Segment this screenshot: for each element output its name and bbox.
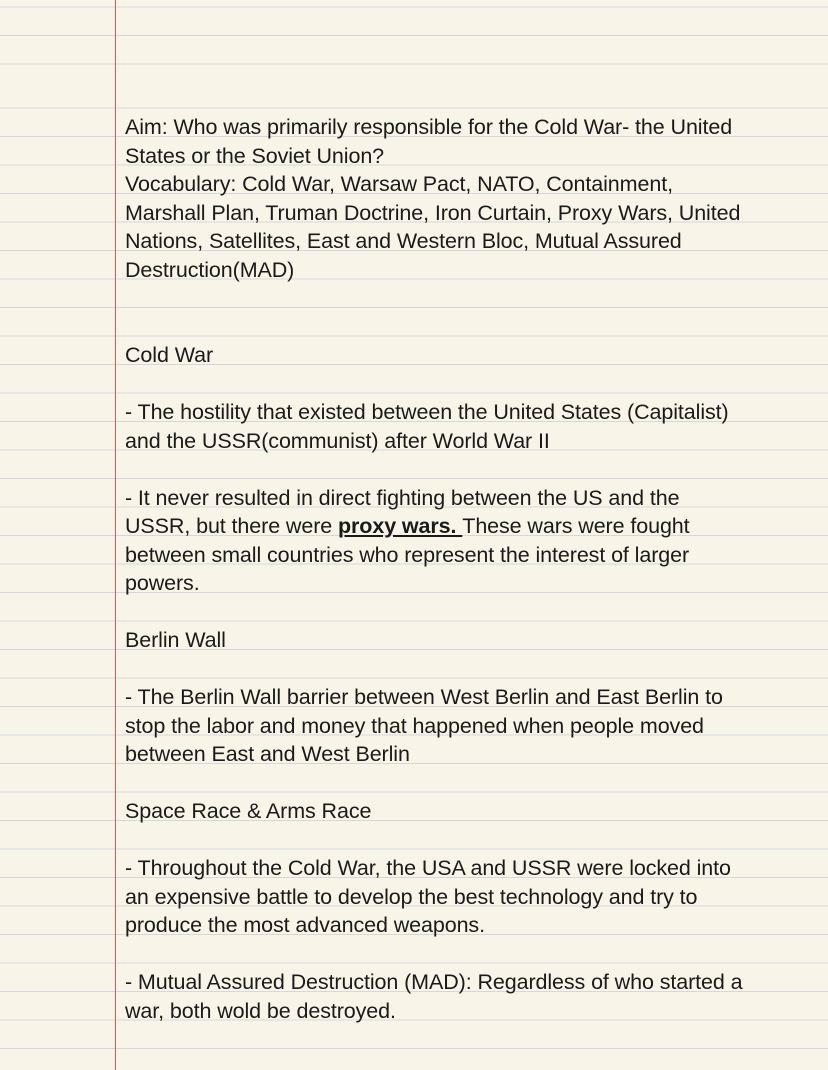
margin-line	[115, 0, 116, 1070]
note-body[interactable]	[125, 113, 825, 1025]
blank-line	[125, 826, 825, 855]
berlin-wall-point-line: between East and West Berlin	[125, 742, 410, 766]
blank-line	[125, 655, 825, 684]
vocabulary-line: Marshall Plan, Truman Doctrine, Iron Curtain, Proxy Wars, United	[125, 200, 741, 225]
blank-line	[125, 284, 825, 313]
space-race-point-line: - Mutual Assured Destruction (MAD): Regardless of who started a	[125, 970, 743, 994]
vocabulary-line: Nations, Satellites, East and Western Bloc, Mutual Assured	[125, 229, 682, 253]
cold-war-point-line: - The hostility that existed between the United States (Capitalist)	[125, 400, 729, 424]
blank-line	[125, 313, 825, 342]
blank-line	[125, 940, 825, 969]
blank-line	[125, 598, 825, 627]
cold-war-point-line: powers.	[125, 571, 200, 595]
cold-war-point-line: - It never resulted in direct fighting between the US and the	[125, 485, 680, 510]
blank-line	[125, 455, 825, 484]
space-race-point-line: - Throughout the Cold War, the USA and USSR were locked into	[125, 856, 731, 880]
cold-war-point-line: between small countries who represent the interest of larger	[125, 542, 690, 567]
blank-line	[125, 769, 825, 798]
line-text: USSR, but there were	[125, 514, 338, 538]
cold-war-point-line	[125, 512, 825, 541]
section-heading-cold-war: Cold War	[125, 343, 214, 367]
cold-war-point-line: and the USSR(communist) after World War II	[125, 428, 550, 453]
section-heading-space-race: Space Race & Arms Race	[125, 799, 372, 823]
vocabulary-line: Destruction(MAD)	[125, 257, 295, 282]
aim-line: Aim: Who was primarily responsible for the Cold War- the United	[125, 115, 733, 139]
space-race-point-line: war, both wold be destroyed.	[125, 998, 396, 1023]
section-heading-berlin-wall: Berlin Wall	[125, 628, 226, 652]
aim-line: States or the Soviet Union?	[125, 143, 385, 168]
blank-line	[125, 370, 825, 399]
line-text: These wars were fought	[462, 514, 690, 538]
berlin-wall-point-line: - The Berlin Wall barrier between West Berlin and East Berlin to	[125, 685, 723, 709]
space-race-point-line: an expensive battle to develop the best technology and try to	[125, 884, 698, 909]
space-race-point-line: produce the most advanced weapons.	[125, 913, 485, 937]
vocabulary-line: Vocabulary: Cold War, Warsaw Pact, NATO, Containment,	[125, 172, 673, 196]
berlin-wall-point-line: stop the labor and money that happened when people moved	[125, 713, 704, 738]
proxy-wars-term: proxy wars.	[338, 514, 463, 538]
